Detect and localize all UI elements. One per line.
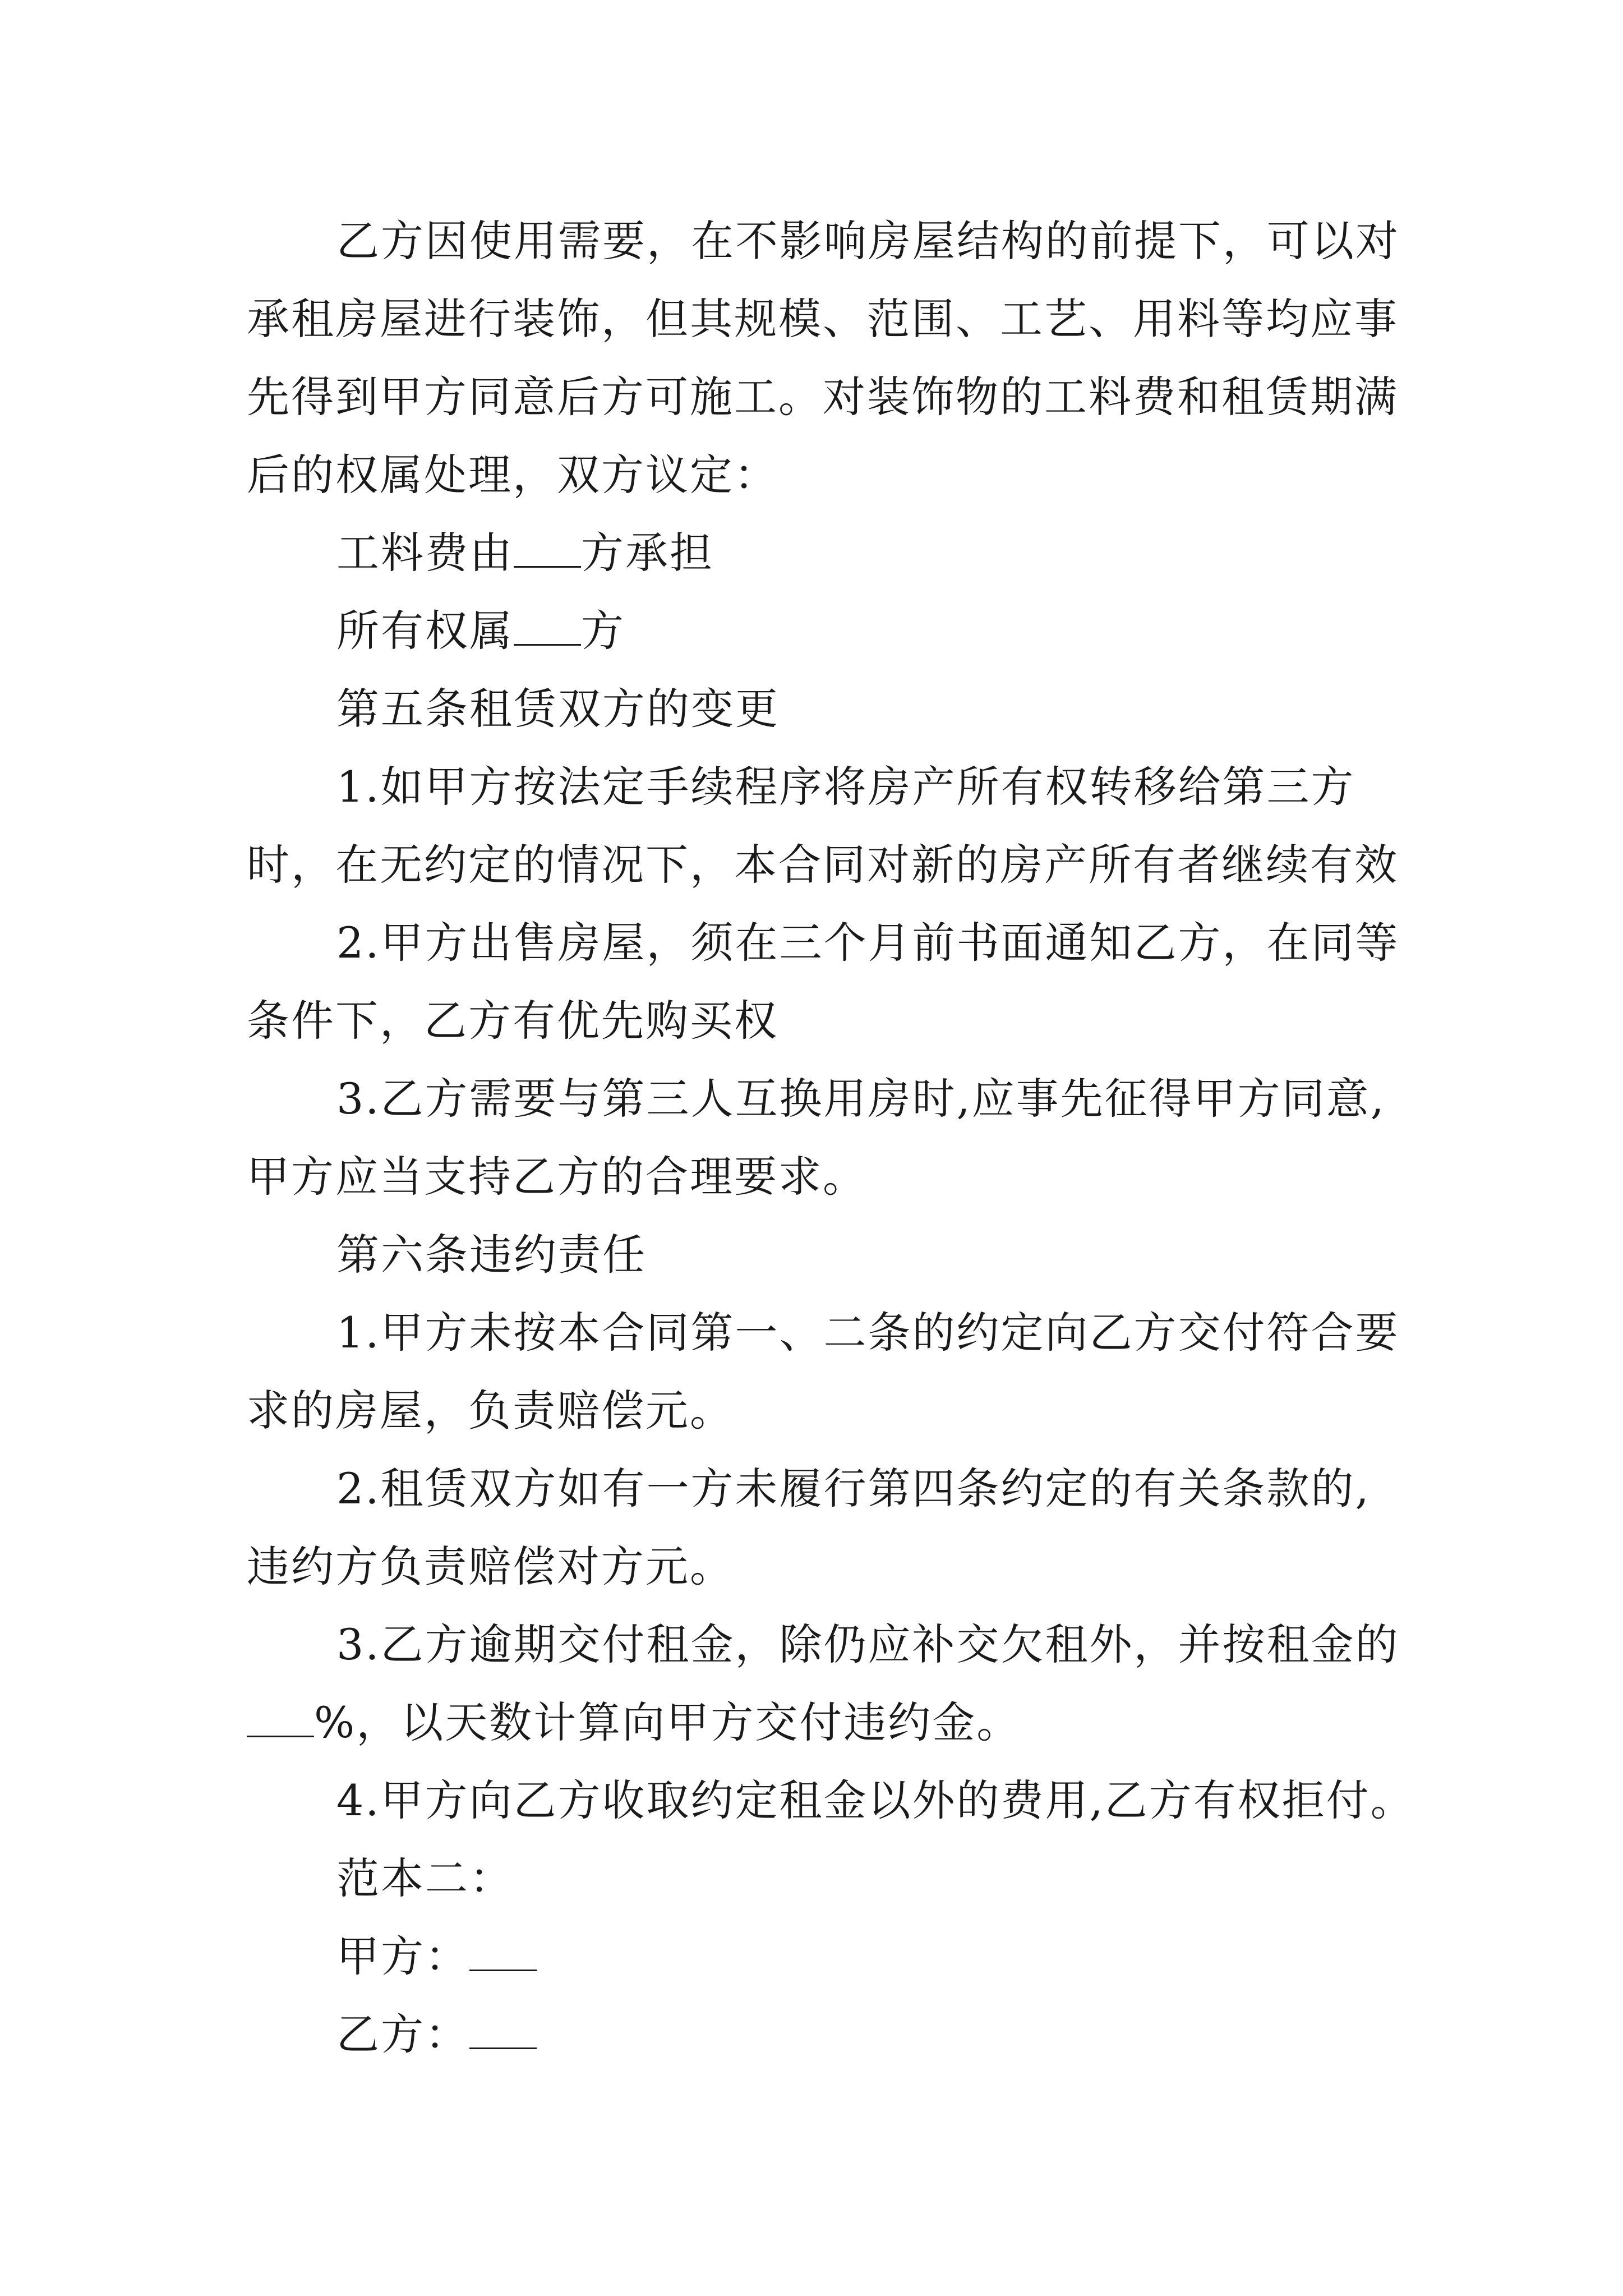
article-5-item-3 xyxy=(247,1060,1391,1216)
text-line: 时，在无约定的情况下，本合同对新的房产所有者继续有效 xyxy=(247,840,1399,890)
blank-field xyxy=(469,2008,537,2049)
sample-2-heading: 范本二： xyxy=(336,1853,514,1903)
labor-cost-line xyxy=(247,514,1391,592)
blank-field xyxy=(247,1696,314,1737)
article-6-title: 第六条违约责任 xyxy=(336,1230,647,1280)
text-line: 违约方负责赔偿对方元。 xyxy=(247,1542,734,1591)
text-line: 乙方因使用需要，在不影响房屋结构的前提下，可以对 xyxy=(336,216,1400,266)
text-line: 1.如甲方按法定手续程序将房产所有权转移给第三方 xyxy=(336,762,1355,812)
blank-field xyxy=(514,527,581,568)
ownership-suffix: 方 xyxy=(581,606,625,656)
text-line: 甲方应当支持乙方的合理要求。 xyxy=(247,1152,867,1202)
article-6-item-2 xyxy=(247,1450,1391,1605)
text-line: 2.租赁双方如有一方未履行第四条约定的有关条款的, xyxy=(336,1464,1371,1513)
text-line: 3.乙方逾期交付租金，除仍应补交欠租外，并按租金的 xyxy=(336,1619,1400,1669)
text-line: 1.甲方未按本合同第一、二条的约定向乙方交付符合要 xyxy=(336,1308,1400,1358)
penalty-rate-text: %，以天数计算向甲方交付违约金。 xyxy=(314,1697,1021,1747)
party-a-label: 甲方： xyxy=(336,1931,469,1981)
text-line: 先得到甲方同意后方可施工。对装饰物的工料费和租赁期满 xyxy=(247,372,1399,422)
article-6-item-4: 4.甲方向乙方收取约定租金以外的费用,乙方有权拒付。 xyxy=(336,1775,1415,1825)
document-body xyxy=(247,202,1415,2073)
text-line: 3.乙方需要与第三人互换用房时,应事先征得甲方同意, xyxy=(336,1074,1386,1124)
ownership-prefix: 所有权属 xyxy=(336,606,514,656)
article-6-item-3 xyxy=(247,1605,1400,1761)
labor-cost-prefix: 工料费由 xyxy=(336,528,514,578)
text-line: 后的权属处理，双方议定： xyxy=(247,450,778,500)
decoration-clause xyxy=(247,202,1400,514)
party-b-line xyxy=(247,1995,1391,2073)
text-line: 2.甲方出售房屋，须在三个月前书面通知乙方，在同等 xyxy=(336,918,1400,968)
text-line: 条件下，乙方有优先购买权 xyxy=(247,996,778,1046)
article-5-item-1 xyxy=(247,748,1399,904)
text-line: 求的房屋，负责赔偿元。 xyxy=(247,1386,734,1435)
text-line: 承租房屋进行装饰，但其规模、范围、工艺、用料等均应事 xyxy=(247,294,1399,344)
ownership-line xyxy=(247,592,1391,670)
article-6-item-1 xyxy=(247,1294,1400,1450)
text-line xyxy=(247,1683,1391,1761)
party-a-line xyxy=(247,1917,1391,1995)
article-5-item-2 xyxy=(247,904,1400,1060)
labor-cost-suffix: 方承担 xyxy=(581,528,714,578)
article-5-title: 第五条租赁双方的变更 xyxy=(336,684,780,734)
blank-field xyxy=(469,1930,537,1971)
party-b-label: 乙方： xyxy=(336,2009,469,2059)
blank-field xyxy=(514,605,581,646)
